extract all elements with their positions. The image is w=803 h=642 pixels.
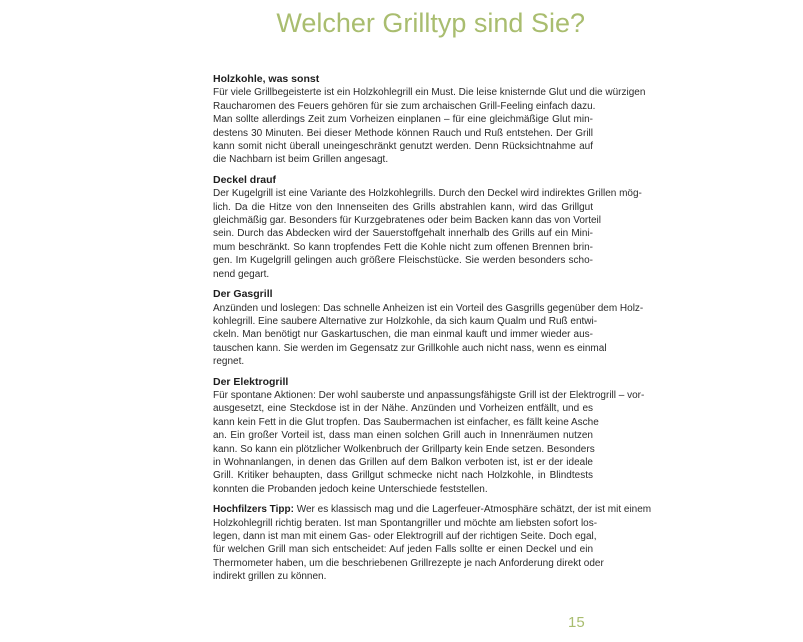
- paragraph-line: ausgesetzt, eine Steckdose ist in der Nähe. Anzünden und Vorheizen entfällt, und es: [213, 403, 593, 415]
- paragraph-line: kann. So kann ein plötzlicher Wolkenbruch der Grillparty kein Ende setzen. Besonders: [213, 443, 595, 455]
- paragraph-line: kohlegrill. Eine saubere Alternative zur Holzkohle, da sich kaum Qualm und Ruß entwi-: [213, 315, 598, 327]
- paragraph-line: sein. Durch das Abdecken wird der Sauerstoffgehalt innerhalb des Grills auf ein Mini-: [213, 228, 593, 240]
- paragraph-line: lich. Da die Hitze von den Innenseiten des Grills abstrahlen kann, wird das Grillgut: [213, 201, 593, 213]
- paragraph-line: tauschen kann. Sie werden im Gegensatz zur Grillkohle auch nicht nass, wenn es einmal: [213, 342, 607, 354]
- paragraph-line: Für viele Grillbegeisterte ist ein Holzkohlegrill ein Must. Die leise knisternde Glut und die würzigen: [213, 87, 646, 99]
- paragraph-line: Raucharomen des Feuers gehören für sie zum archaischen Grill-Feeling einfach dazu.: [213, 100, 596, 112]
- paragraph-line: Man sollte allerdings Zeit zum Vorheizen einplanen – für eine gleichmäßige Glut min-: [213, 114, 593, 126]
- tip-label: Hochfilzers Tipp:: [213, 504, 294, 516]
- paragraph-line: gen. Im Kugelgrill gelingen auch größere Fleischstücke. Sie werden besonders scho-: [213, 255, 593, 267]
- paragraph-line: kann somit nicht überall uneingeschränkt genutzt werden. Denn Rücksichtnahme auf: [213, 141, 593, 153]
- paragraph-line: in Wohnanlangen, in denen das Grillen auf dem Balkon verboten ist, ist er der ideale: [213, 456, 593, 468]
- paragraph-line: Der Kugelgrill ist eine Variante des Holzkohlegrills. Durch den Deckel wird indirektes Grillen mög-: [213, 188, 642, 200]
- paragraph-line: Holzkohlegrill richtig beraten. Ist man Spontangriller und möchte am liebsten sofort los-: [213, 517, 598, 529]
- section-tip: [213, 503, 652, 583]
- section-paragraph: [213, 302, 644, 369]
- paragraph-line: Für spontane Aktionen: Der wohl sauberste und anpassungsfähigste Grill ist der Elektrogrill – vor-: [213, 389, 645, 401]
- section-deckel: [213, 173, 642, 281]
- paragraph-line: Grill. Kritiker behaupten, dass Grillgut schmecke nicht nach Holzkohle, in Blindtests: [213, 470, 593, 482]
- page-number: 15: [568, 614, 585, 631]
- paragraph-line: ckeln. Man benötigt nur Gaskartuschen, die man einmal kauft und immer wieder aus-: [213, 329, 593, 341]
- paragraph-line: Anzünden und loslegen: Das schnelle Anheizen ist ein Vorteil des Gasgrills gegenüber dem Holz-: [213, 302, 644, 314]
- paragraph-line: für welchen Grill man sich entscheidet: Auf jeden Falls sollte er einen Deckel und ein: [213, 544, 593, 556]
- section-elektrogrill: [213, 375, 645, 497]
- section-paragraph: [213, 389, 645, 496]
- paragraph-line: legen, dann ist man mit einem Gas- oder Elektrogrill auf der richtigen Seite. Doch egal,: [213, 531, 597, 542]
- paragraph-line: die Nachbarn ist beim Grillen angesagt.: [213, 154, 389, 166]
- paragraph-line: konnten die Probanden jedoch keine Unterschiede feststellen.: [213, 483, 488, 495]
- section-heading: Der Elektrogrill: [213, 375, 289, 388]
- paragraph-line: regnet.: [213, 356, 245, 368]
- tip-first-line: [213, 503, 652, 516]
- paragraph-line: kann kein Fett in die Glut tropfen. Das Saubermachen ist einfacher, es fällt keine Asche: [213, 416, 599, 428]
- page-content: [213, 73, 652, 591]
- paragraph-line: Thermometer haben, um die beschriebenen Grillrezepte je nach Anforderung direkt oder: [213, 557, 604, 569]
- section-paragraph: [213, 187, 642, 281]
- section-paragraph: [213, 86, 646, 166]
- section-holzkohle: [213, 73, 646, 167]
- paragraph-line: indirekt grillen zu können.: [213, 571, 327, 583]
- paragraph-line: gleichmäßig gar. Besonders für Kurzgebratenes oder beim Backen kann das von Vorteil: [213, 215, 601, 227]
- section-heading: Deckel drauf: [213, 173, 277, 186]
- paragraph-line: mum beschränkt. So kann tropfendes Fett die Kohle nicht zum offenen Brennen brin-: [213, 241, 593, 253]
- page-title: Welcher Grilltyp sind Sie?: [276, 8, 585, 38]
- section-gasgrill: [213, 288, 644, 368]
- tip-paragraph: [213, 503, 652, 583]
- section-heading: Holzkohle, was sonst: [213, 73, 320, 85]
- paragraph-line: nend gegart.: [213, 268, 270, 280]
- tip-first-line-text: Wer es klassisch mag und die Lagerfeuer-Atmosphäre schätzt, der ist mit einem: [296, 504, 652, 516]
- paragraph-line: an. Ein großer Vorteil ist, dass man einen solchen Grill auch in Innenräumen nutzen: [213, 430, 593, 442]
- paragraph-line: destens 30 Minuten. Bei dieser Methode können Rauch und Ruß entstehen. Der Grill: [213, 127, 593, 139]
- section-heading: Der Gasgrill: [213, 288, 273, 301]
